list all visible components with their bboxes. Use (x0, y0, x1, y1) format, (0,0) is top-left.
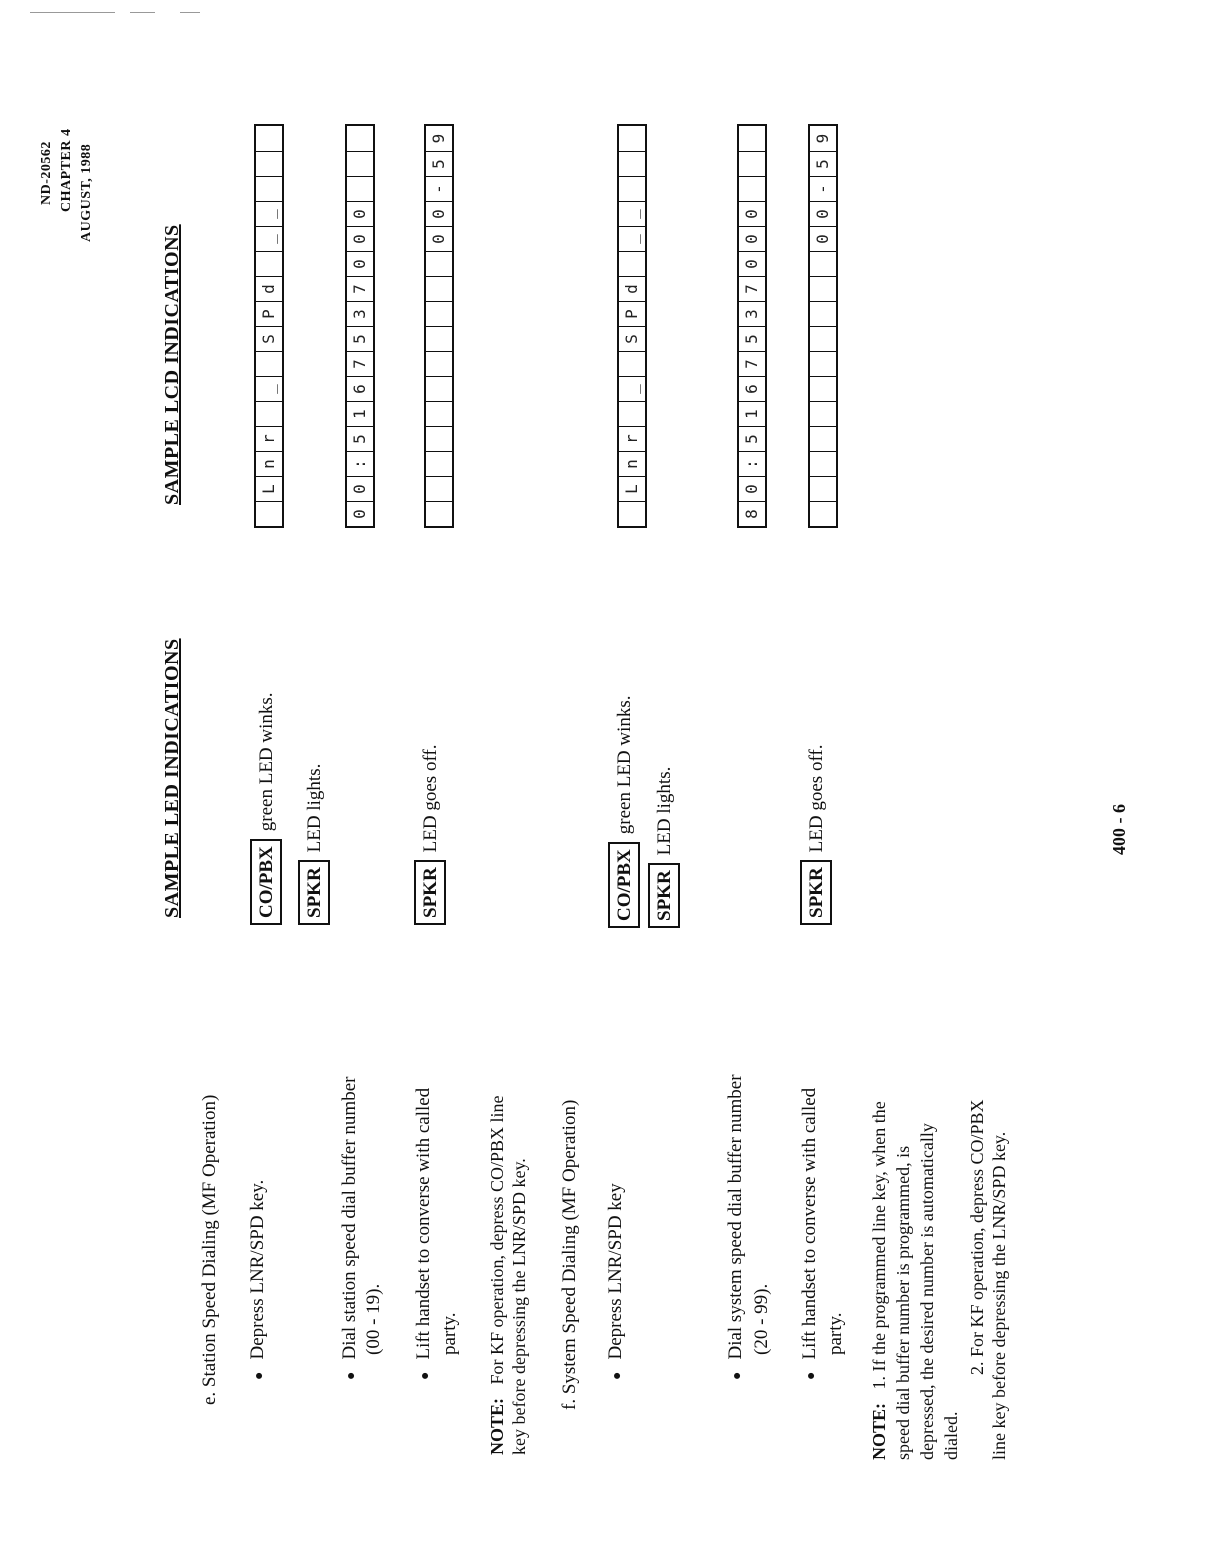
lcd-cell: _ (256, 201, 282, 226)
lcd-cell (256, 126, 282, 151)
lcd-cell: n (619, 451, 645, 476)
scan-mark (180, 12, 200, 13)
lcd-cell: - (810, 176, 836, 201)
section-e-title: e. Station Speed Dialing (MF Operation) (199, 1094, 220, 1405)
lcd-cell: 3 (347, 301, 373, 326)
lcd-cell: 0 (347, 501, 373, 526)
lcd-cell: 0 (739, 226, 765, 251)
lcd-cell: 6 (739, 376, 765, 401)
section-f-step-1: ● Depress LNR/SPD key (606, 1183, 625, 1380)
lcd-cell (256, 176, 282, 201)
lcd-cell (347, 126, 373, 151)
section-f-note-1c: depressed, the desired number is automatically (917, 1123, 937, 1460)
lcd-display-f1 (617, 124, 647, 528)
lcd-cell (810, 476, 836, 501)
lcd-cell: 5 (810, 151, 836, 176)
lcd-cell: r (256, 426, 282, 451)
led-e-step-1: CO/PBXgreen LED winks. (250, 692, 282, 925)
lcd-cell: 0 (810, 226, 836, 251)
lcd-cell: 7 (739, 351, 765, 376)
lcd-cell: 0 (426, 226, 452, 251)
lcd-display-e1 (254, 124, 284, 528)
led-f-step-1b: SPKRLED lights. (648, 767, 680, 928)
section-f-step-2-cont: (20 - 99). (751, 1283, 772, 1355)
lcd-cell: 0 (347, 251, 373, 276)
lcd-cell (619, 126, 645, 151)
lcd-cell (426, 426, 452, 451)
led-e-step-1b: SPKRLED lights. (298, 764, 330, 925)
lcd-cell (810, 426, 836, 451)
lcd-cell: : (739, 451, 765, 476)
lcd-cell (739, 126, 765, 151)
lcd-cell: 0 (739, 251, 765, 276)
lcd-cell: 5 (347, 326, 373, 351)
lcd-cell (810, 301, 836, 326)
spkr-key: SPKR (648, 863, 680, 928)
lcd-display-e3 (424, 124, 454, 528)
section-f-step-3: ● Lift handset to converse with called (800, 1088, 819, 1380)
section-f-note-2: 2. For KF operation, depress CO/PBX (967, 1099, 987, 1375)
lcd-cell (739, 151, 765, 176)
section-e-step-2: ● Dial station speed dial buffer number (340, 1077, 359, 1380)
lcd-cell (619, 401, 645, 426)
scan-mark (30, 12, 115, 13)
lcd-cell: 7 (347, 276, 373, 301)
lcd-cell: 5 (739, 426, 765, 451)
lcd-cell (810, 501, 836, 526)
lcd-cell: n (256, 451, 282, 476)
lcd-cell (619, 351, 645, 376)
lcd-cell: S (619, 326, 645, 351)
co-pbx-key: CO/PBX (250, 839, 282, 925)
section-e-note-cont: key before depressing the LNR/SPD key. (509, 1158, 529, 1455)
lcd-cell (347, 176, 373, 201)
lcd-cell: 5 (426, 151, 452, 176)
lcd-cell (810, 351, 836, 376)
lcd-cell: _ (619, 226, 645, 251)
led-f-step-1: CO/PBXgreen LED winks. (608, 695, 640, 928)
lcd-cell: _ (256, 226, 282, 251)
lcd-cell (256, 351, 282, 376)
lcd-cell (426, 351, 452, 376)
page-number: 400 - 6 (1109, 804, 1129, 855)
lcd-cell: 1 (347, 401, 373, 426)
lcd-cell: 9 (429, 133, 448, 144)
section-f-note-2b: line key before depressing the LNR/SPD key. (989, 1131, 1009, 1460)
lcd-cell: 8 (739, 501, 765, 526)
lcd-cell: 0 (347, 476, 373, 501)
lcd-cell: 5 (739, 326, 765, 351)
lcd-cell (810, 401, 836, 426)
section-e-step-1: ● Depress LNR/SPD key. (248, 1180, 267, 1380)
section-e-step-3-cont: party. (439, 1312, 460, 1355)
lcd-cell (256, 501, 282, 526)
lcd-cell (426, 276, 452, 301)
lcd-cell: 6 (347, 376, 373, 401)
lcd-cell (810, 276, 836, 301)
lcd-cell: 7 (347, 351, 373, 376)
lcd-cell: _ (619, 201, 645, 226)
header-date: AUGUST, 1988 (79, 143, 94, 242)
section-f-step-3-cont: party. (825, 1312, 846, 1355)
section-f-step-2: ● Dial system speed dial buffer number (726, 1074, 745, 1380)
section-e-step-3: ● Lift handset to converse with called (414, 1088, 433, 1380)
scan-mark (130, 12, 155, 13)
header-doc-number: ND-20562 (39, 141, 54, 205)
lcd-cell: 0 (739, 201, 765, 226)
lcd-cell: d (256, 276, 282, 301)
lcd-cell: r (619, 426, 645, 451)
section-f-note-1: NOTE: 1. If the programmed line key, when the (869, 1101, 889, 1460)
spkr-key: SPKR (414, 860, 446, 925)
lcd-cell: d (619, 276, 645, 301)
lcd-cell (619, 176, 645, 201)
lcd-cell: - (426, 176, 452, 201)
lcd-cell (810, 451, 836, 476)
lcd-cell: 0 (739, 476, 765, 501)
lcd-cell: _ (256, 376, 282, 401)
lcd-cell: P (256, 301, 282, 326)
lcd-cell: 1 (739, 401, 765, 426)
lcd-cell (426, 301, 452, 326)
section-e-note: NOTE: For KF operation, depress CO/PBX line (487, 1095, 507, 1455)
lcd-cell: 0 (347, 226, 373, 251)
lcd-cell (426, 476, 452, 501)
lcd-cell (347, 151, 373, 176)
lcd-cell: 5 (347, 426, 373, 451)
section-f-title: f. System Speed Dialing (MF Operation) (559, 1099, 580, 1410)
lcd-cell: 9 (813, 133, 832, 144)
lcd-cell: P (619, 301, 645, 326)
led-e-step-3: SPKRLED goes off. (414, 744, 446, 925)
lcd-display-f3 (808, 124, 838, 528)
led-f-step-3: SPKRLED goes off. (800, 744, 832, 925)
lcd-cell: S (256, 326, 282, 351)
section-f-note-1d: dialed. (941, 1411, 961, 1460)
header-chapter: CHAPTER 4 (59, 128, 74, 212)
lcd-cell: 0 (426, 201, 452, 226)
lcd-cell (256, 251, 282, 276)
lcd-cell (810, 326, 836, 351)
section-e-step-2-cont: (00 - 19). (363, 1283, 384, 1355)
lcd-cell: L (256, 476, 282, 501)
lcd-cell: L (619, 476, 645, 501)
lcd-cell (426, 251, 452, 276)
lcd-cell (810, 376, 836, 401)
lcd-cell (256, 401, 282, 426)
lcd-cell (810, 251, 836, 276)
lcd-cell (426, 401, 452, 426)
led-heading: SAMPLE LED INDICATIONS (161, 638, 183, 918)
lcd-heading: SAMPLE LCD INDICATIONS (161, 224, 183, 505)
lcd-cell (619, 251, 645, 276)
lcd-cell (426, 451, 452, 476)
lcd-cell (256, 151, 282, 176)
lcd-cell (619, 501, 645, 526)
co-pbx-key: CO/PBX (608, 842, 640, 928)
section-f-note-1b: speed dial buffer number is programmed, is (893, 1145, 913, 1460)
lcd-cell: 7 (739, 276, 765, 301)
lcd-cell (426, 501, 452, 526)
lcd-cell (739, 176, 765, 201)
spkr-key: SPKR (800, 860, 832, 925)
spkr-key: SPKR (298, 860, 330, 925)
lcd-cell: _ (619, 376, 645, 401)
lcd-cell: 0 (810, 201, 836, 226)
lcd-cell: 3 (739, 301, 765, 326)
lcd-display-e2 (345, 124, 375, 528)
lcd-cell: 0 (347, 201, 373, 226)
lcd-cell (426, 376, 452, 401)
lcd-cell (619, 151, 645, 176)
lcd-cell: : (347, 451, 373, 476)
lcd-cell (426, 326, 452, 351)
lcd-display-f2 (737, 124, 767, 528)
